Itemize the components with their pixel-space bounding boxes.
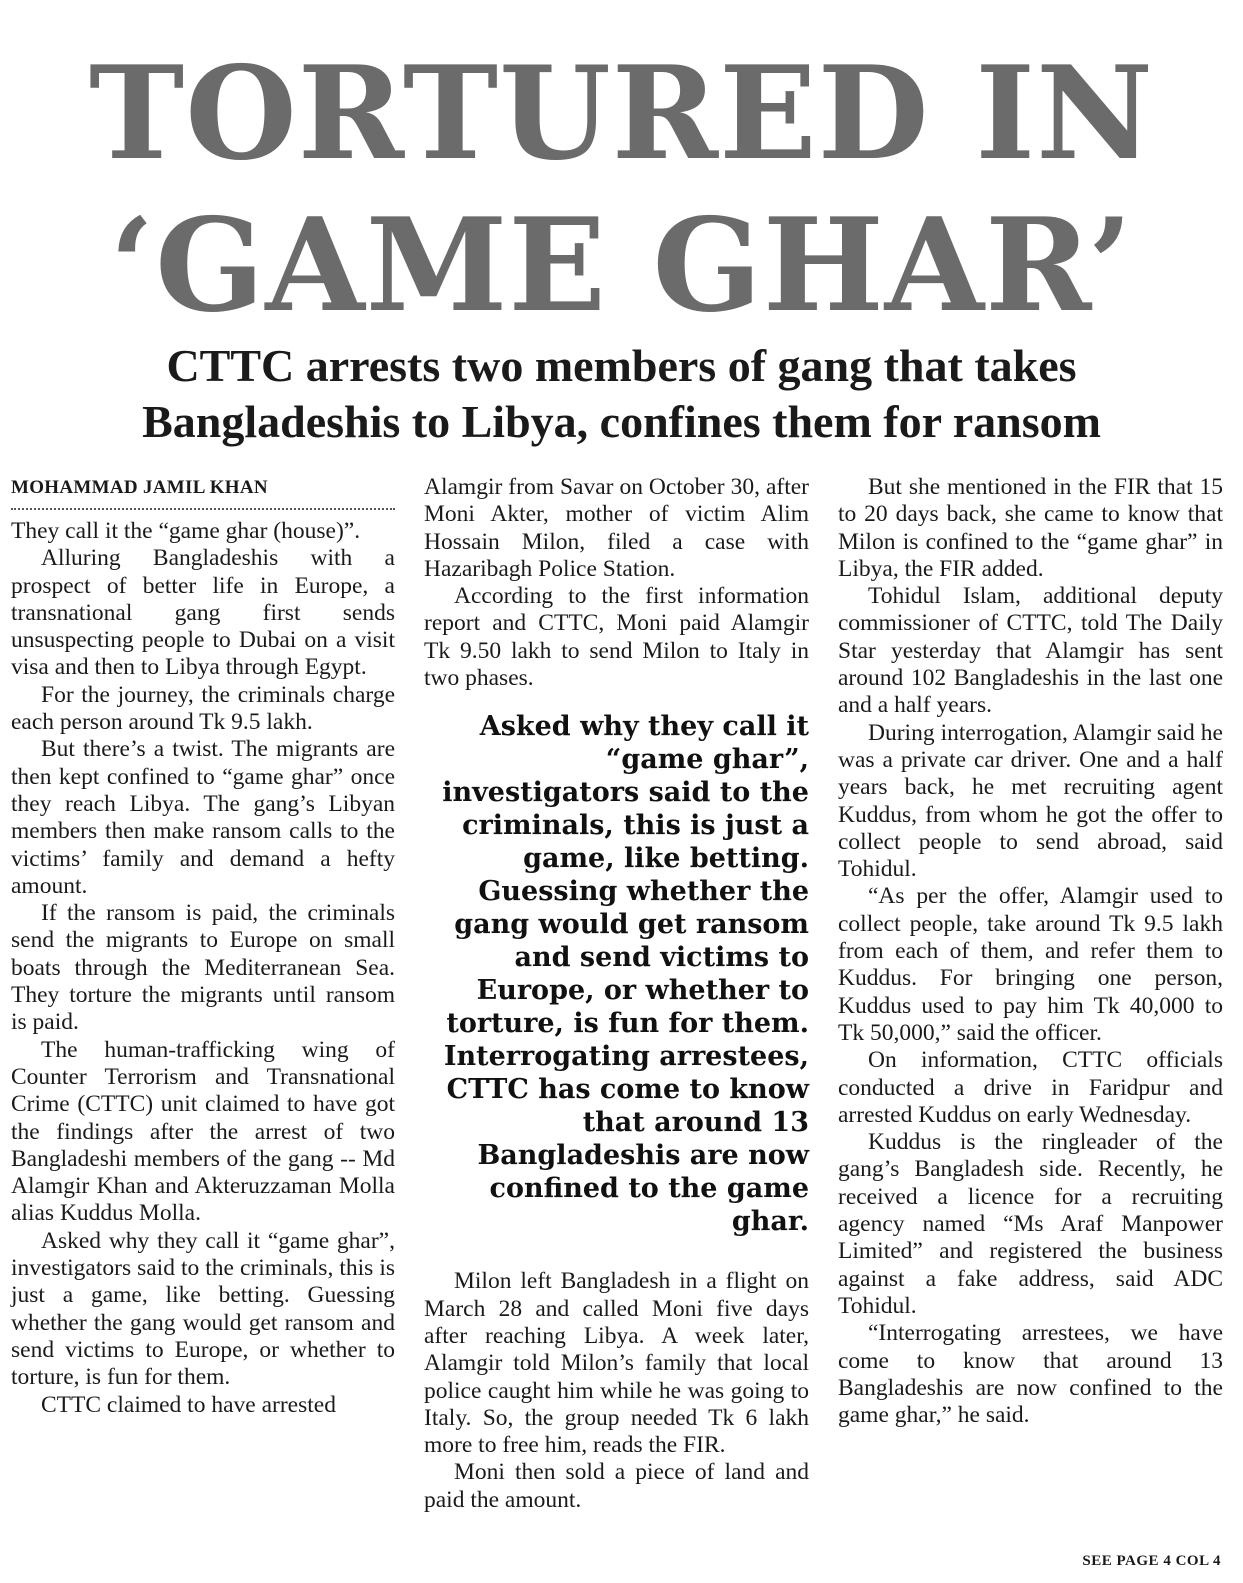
paragraph: “Interrogating arrestees, we have come to know that around 13 Bangladeshis are now confined to the game ghar,” he said. [838, 1320, 1223, 1429]
paragraph: “As per the offer, Alamgir used to collect people, take around Tk 9.5 lakh from each of them, and refer them to Kuddus. For bringing one person, Kuddus used to pay him Tk 40,000 to Tk 50,000,” said the officer. [838, 883, 1223, 1046]
paragraph: According to the first information report and CTTC, Moni paid Alamgir Tk 9.50 lakh to send Milon to Italy in two phases. [424, 583, 809, 692]
continuation-reference: SEE PAGE 4 COL 4 [1082, 1553, 1221, 1569]
headline-line-2: ‘GAME GHAR’ [109, 191, 1134, 341]
paragraph: But there’s a twist. The migrants are then kept confined to “game ghar” once they reach Libya. The gang’s Libyan members then make ransom calls to the victims’ family and demand a hefty amount. [11, 736, 395, 899]
paragraph: The human-trafficking wing of Counter Terrorism and Transnational Crime (CTTC) unit claimed to have got the findings after the arrest of two Bangladeshi members of the gang -- Md Alamgir Khan and Akteruzzaman Molla alias Kuddus Molla. [11, 1036, 395, 1227]
paragraph: On information, CTTC officials conducted a drive in Faridpur and arrested Kuddus on early Wednesday. [838, 1047, 1223, 1128]
paragraph: Alamgir from Savar on October 30, after Moni Akter, mother of victim Alim Hossain Milon, filed a case with Hazaribagh Police Station. [424, 474, 809, 582]
paragraph: Alluring Bangladeshis with a prospect of better life in Europe, a transnational gang first sends unsuspecting people to Dubai on a visit visa and then to Libya through Egypt. [11, 545, 395, 681]
paragraph: They call it the “game ghar (house)”. [11, 518, 361, 544]
subheadline-line-1: CTTC arrests two members of gang that takes [166, 340, 1077, 391]
paragraph: Asked why they call it “game ghar”, investigators said to the criminals, this is just a game, like betting. Guessing whether the gang would get ransom and send victims to Europe, or whether to torture, is fun for them. [11, 1227, 395, 1391]
subheadline [0, 338, 1243, 450]
paragraph: Milon left Bangladesh in a flight on March 28 and called Moni five days after reaching Libya. A week later, Alamgir told Milon’s family that local police caught him while he was going to Italy. So, the group needed Tk 6 lakh more to free him, reads the FIR. [424, 1268, 809, 1459]
paragraph: Tohidul Islam, additional deputy commissioner of CTTC, told The Daily Star yesterday that Alamgir has sent around 102 Bangladeshis in the last one and a half years. [838, 583, 1223, 719]
article-column-2 [424, 474, 809, 1514]
paragraph: Kuddus is the ringleader of the gang’s Bangladesh side. Recently, he received a licence for a recruiting agency named “Ms Araf Manpower Limited” and registered the business against a fake address, said ADC Tohidul. [838, 1129, 1223, 1319]
article-column-1 [11, 474, 395, 1419]
subheadline-line-2: Bangladeshis to Libya, confines them for ransom [142, 396, 1101, 447]
byline: MOHAMMAD JAMIL KHAN [11, 474, 395, 510]
pull-quote: Asked why they call it “game ghar”, investigators said to the criminals, this is just a game, like betting. Guessing whether the gang would get ransom and send victims to Europe, or whether to torture, is fun for them. Interrogating arrestees, CTTC has come to know that around 13 Bangladeshis are now confined to the game ghar. [442, 711, 809, 1238]
paragraph: Moni then sold a piece of land and paid the amount. [424, 1459, 809, 1513]
paragraph: If the ransom is paid, the criminals send the migrants to Europe on small boats through the Mediterranean Sea. They torture the migrants until ransom is paid. [11, 900, 395, 1036]
headline-line-1: TORTURED IN [88, 39, 1155, 189]
paragraph: But she mentioned in the FIR that 15 to 20 days back, she came to know that Milon is confined to the “game ghar” in Libya, the FIR added. [838, 474, 1223, 582]
paragraph: For the journey, the criminals charge each person around Tk 9.5 lakh. [11, 681, 395, 736]
paragraph: During interrogation, Alamgir said he was a private car driver. One and a half years back, he met recruiting agent Kuddus, from whom he got the offer to collect people to send abroad, said Tohidul. [838, 719, 1223, 883]
paragraph: CTTC claimed to have arrested [41, 1391, 336, 1418]
article-column-3 [838, 474, 1223, 1429]
